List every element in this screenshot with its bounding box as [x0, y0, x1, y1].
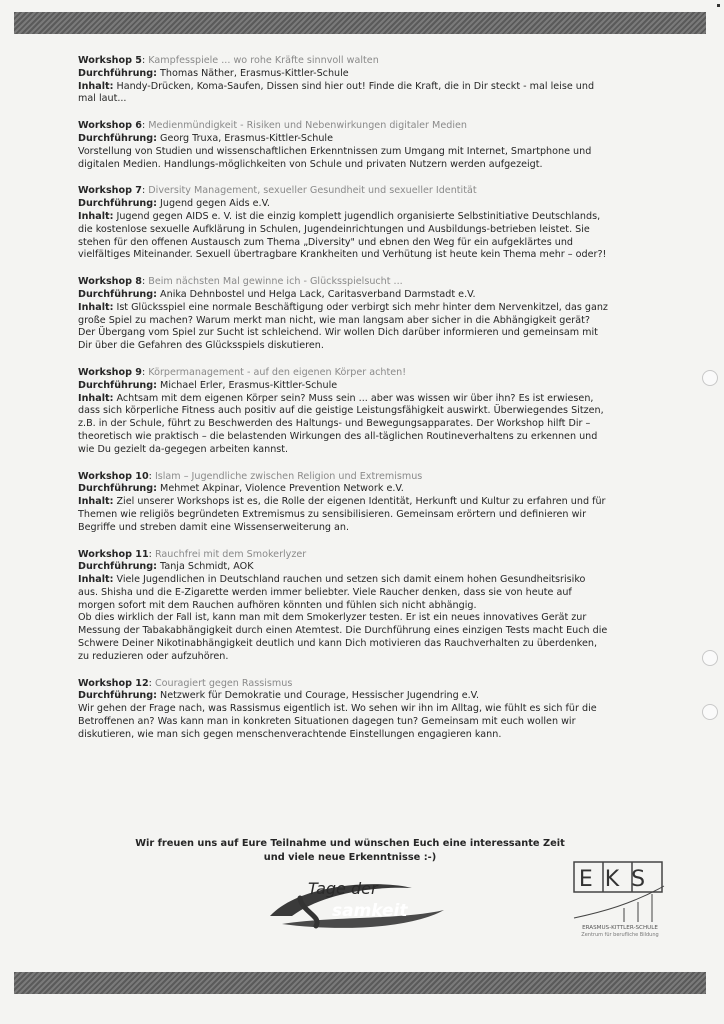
- detail-label: Durchführung:: [78, 67, 157, 79]
- workshop-number: Workshop 11: [78, 548, 149, 560]
- workshop-detail-line: [78, 612, 608, 663]
- eks-school-logo: [572, 858, 668, 938]
- workshop-number: Workshop 12: [78, 677, 149, 689]
- workshop-title: Körpermanagement - auf den eigenen Körper achten!: [148, 366, 407, 378]
- eks-logo-letters: EKS: [578, 867, 658, 892]
- workshop-title: Couragiert gegen Rassismus: [154, 677, 293, 689]
- workshop-block: [78, 549, 608, 664]
- workshop-number: Workshop 6: [78, 120, 142, 132]
- tage-logo-line1: Tage der: [308, 879, 378, 898]
- detail-text: Achtsam mit dem eigenen Körper sein? Muss sein ... aber was wissen wir über ihn? Es ist erwiesen, dass sich körperliche Fitness auch positiv auf die geistige Leistungsfähigkeit auswirkt. Überwiegendes Sitzen, z.B. in der Schule, führt zu Beschwerden des Haltungs- und Bewegungsapparates. Der Workshop hilft Dir – theoretisch wie praktisch – die belastenden Wirkungen des all-täglichen Routineverhaltens zu erkennen und wie Du gezielt da-gegegen arbeiten kannst.: [78, 392, 604, 455]
- detail-label: Durchführung:: [78, 561, 157, 573]
- workshop-title: Diversity Management, sexueller Gesundheit und sexueller Identität: [148, 185, 477, 197]
- detail-text: Thomas Näther, Erasmus-Kittler-Schule: [160, 67, 349, 79]
- workshop-heading: Workshop 12: Couragiert gegen Rassismus: [78, 677, 293, 689]
- workshop-detail-line: [78, 81, 608, 107]
- workshop-detail-line: [78, 133, 608, 146]
- detail-text: Ob dies wirklich der Fall ist, kann man mit dem Smokerlyzer testen. Er ist ein neues innovatives Gerät zur Messung der Tabakabhängigkeit durch einen Atemtest. Die Durchführung eines einzigen Tests macht Euch die Schwere Deiner Nikotinabhängigkeit deutlich und kann Dich motivieren das Rauchverhalten zu überdenken, zu reduzieren oder aufzuhören.: [78, 612, 608, 662]
- closing-message: [110, 837, 590, 865]
- detail-text: Georg Truxa, Erasmus-Kittler-Schule: [160, 132, 333, 144]
- workshop-detail-line: [78, 146, 608, 172]
- eks-logo-name: ERASMUS-KITTLER-SCHULE: [582, 925, 658, 931]
- detail-text: Handy-Drücken, Koma-Saufen, Dissen sind hier out! Finde die Kraft, die in Dir steckt - mal leise und mal laut...: [78, 80, 595, 105]
- detail-text: Viele Jugendlichen in Deutschland rauchen und setzen sich damit einem hohen Gesundheitsrisiko aus. Shisha und die E-Zigarette werden immer beliebter. Viele Raucher denken, dass sie von heute auf morgen sofort mit dem Rauchen aufhören könnten und fühlen sich nicht abhängig.: [78, 574, 586, 611]
- workshop-block: [78, 471, 608, 535]
- workshop-number: Workshop 9: [78, 366, 142, 378]
- workshop-number: Workshop 10: [78, 470, 149, 482]
- workshop-number: Workshop 8: [78, 276, 142, 288]
- workshop-heading: Workshop 6: Medienmündigkeit - Risiken und Nebenwirkungen digitaler Medien: [78, 120, 467, 132]
- detail-text: Anika Dehnbostel und Helga Lack, Caritasverband Darmstadt e.V.: [160, 288, 476, 300]
- detail-text: Mehmet Akpinar, Violence Prevention Network e.V.: [160, 483, 404, 495]
- workshop-heading: Workshop 5: Kampfesspiele ... wo rohe Kräfte sinnvoll walten: [78, 55, 379, 66]
- bottom-scan-bar: [14, 972, 706, 994]
- detail-label: Durchführung:: [78, 483, 157, 495]
- workshop-heading: Workshop 10: Islam – Jugendliche zwischen Religion und Extremismus: [78, 470, 423, 482]
- workshop-detail-line: [78, 690, 608, 703]
- closing-line-2: und viele neue Erkenntnisse :-): [263, 852, 437, 863]
- workshop-title: Beim nächsten Mal gewinne ich - Glücksspielsucht ...: [148, 276, 403, 288]
- workshop-block: [78, 55, 608, 106]
- detail-text: Ist Glücksspiel eine normale Beschäftigung oder verbirgt sich mehr hinter dem Nervenkitzel, das ganz große Spiel zu machen? Warum merkt man nicht, wie man langsam aber sicher in die Abhängigkeit gerät? Der Übergang vom Spiel zur Sucht ist schleichend. Wir wollen Dich darüber informieren und gemeinsam mit Dir über die Gefahren des Glücksspiels diskutieren.: [78, 301, 608, 352]
- detail-label: Inhalt:: [78, 80, 114, 92]
- detail-text: Netzwerk für Demokratie und Courage, Hessischer Jugendring e.V.: [160, 690, 480, 702]
- detail-text: Tanja Schmidt, AOK: [160, 561, 254, 573]
- workshop-block: [78, 367, 608, 457]
- workshop-detail-line: [78, 496, 608, 534]
- workshop-title: Kampfesspiele ... wo rohe Kräfte sinnvoll walten: [148, 55, 379, 66]
- workshop-heading: Workshop 7: Diversity Management, sexueller Gesundheit und sexueller Identität: [78, 185, 477, 197]
- workshop-heading: Workshop 9: Körpermanagement - auf den eigenen Körper achten!: [78, 366, 407, 378]
- eks-logo-tagline: Zentrum für berufliche Bildung: [581, 932, 659, 938]
- top-scan-bar: [14, 12, 706, 34]
- workshop-detail-line: [78, 393, 608, 457]
- detail-label: Durchführung:: [78, 690, 157, 702]
- detail-label: Durchführung:: [78, 132, 157, 144]
- punch-hole: [702, 650, 718, 666]
- detail-text: Wir gehen der Frage nach, was Rassismus eigentlich ist. Wo sehen wir ihn im Alltag, wie fühlt es sich für die Betroffenen an? Was kann man in konkreten Situationen dagegen tun? Gemeinsam mit euch wollen wir diskutieren, wie man sich gegen menschenverachtende Einstellungen engagieren kann.: [78, 703, 597, 740]
- detail-text: Jugend gegen Aids e.V.: [160, 198, 270, 210]
- workshop-detail-line: [78, 483, 608, 496]
- workshop-detail-line: [78, 302, 608, 353]
- workshop-number: Workshop 7: [78, 185, 142, 197]
- detail-text: Jugend gegen AIDS e. V. ist die einzig komplett jugendlich organisierte Selbstinitiative Deutschlands, die kostenlose sexuelle Aufklärung in Schulen, Jugendeinrichtungen und Ausbildungs-betrieben leistet. Sie stehen für den offenen Austausch zum Thema „Diversity" und ebnen den Weg für ein aufgeklärtes und vielfältiges Miteinander. Sexuell übertragbare Krankheiten und Verhütung ist heute kein Thema mehr – oder?!: [78, 210, 607, 261]
- workshop-block: [78, 120, 608, 171]
- detail-text: Ziel unserer Workshops ist es, die Rolle der eigenen Identität, Herkunft und Kultur zu erfahren und für Themen wie religiös begründeten Extremismus zu sensibilisieren. Gemeinsam erörtern und definieren wir Begriffe und streben damit eine Wissenserweiterung an.: [78, 496, 606, 533]
- workshop-block: [78, 678, 608, 742]
- punch-hole: [702, 370, 718, 386]
- tage-der-achtsamkeit-logo: [262, 872, 452, 934]
- workshop-title: Rauchfrei mit dem Smokerlyzer: [154, 548, 307, 560]
- detail-label: Durchführung:: [78, 198, 157, 210]
- workshop-detail-line: [78, 561, 608, 574]
- workshop-block: [78, 185, 608, 262]
- workshop-block: [78, 276, 608, 353]
- workshop-title: Islam – Jugendliche zwischen Religion und Extremismus: [154, 470, 423, 482]
- workshop-detail-line: [78, 198, 608, 211]
- scan-speck: [717, 4, 720, 7]
- workshop-detail-line: [78, 289, 608, 302]
- workshop-heading: Workshop 8: Beim nächsten Mal gewinne ich - Glücksspielsucht ...: [78, 276, 403, 288]
- punch-hole: [702, 704, 718, 720]
- workshop-number: Workshop 5: [78, 55, 142, 66]
- workshop-detail-line: [78, 211, 608, 262]
- closing-line-1: Wir freuen uns auf Eure Teilnahme und wünschen Euch eine interessante Zeit: [135, 838, 565, 849]
- detail-label: Inhalt:: [78, 392, 114, 404]
- workshop-detail-line: [78, 380, 608, 393]
- workshop-detail-line: [78, 703, 608, 741]
- workshop-detail-line: [78, 68, 608, 81]
- workshop-heading: Workshop 11: Rauchfrei mit dem Smokerlyzer: [78, 548, 307, 560]
- detail-label: Inhalt:: [78, 496, 114, 508]
- detail-text: Michael Erler, Erasmus-Kittler-Schule: [160, 379, 338, 391]
- detail-label: Durchführung:: [78, 379, 157, 391]
- detail-label: Inhalt:: [78, 301, 114, 313]
- workshop-title: Medienmündigkeit - Risiken und Nebenwirkungen digitaler Medien: [148, 120, 467, 132]
- detail-label: Inhalt:: [78, 210, 114, 222]
- workshop-detail-line: [78, 574, 608, 612]
- detail-label: Inhalt:: [78, 574, 114, 586]
- tage-logo-line2: samkeit: [332, 901, 408, 921]
- detail-label: Durchführung:: [78, 288, 157, 300]
- workshop-list: [78, 55, 608, 756]
- detail-text: Vorstellung von Studien und wissenschaftlichen Erkenntnissen zum Umgang mit Internet, Smartphone und digitalen Medien. Handlungs-möglichkeiten von Schule und privaten Nutzern werden aufgezeigt.: [78, 145, 592, 170]
